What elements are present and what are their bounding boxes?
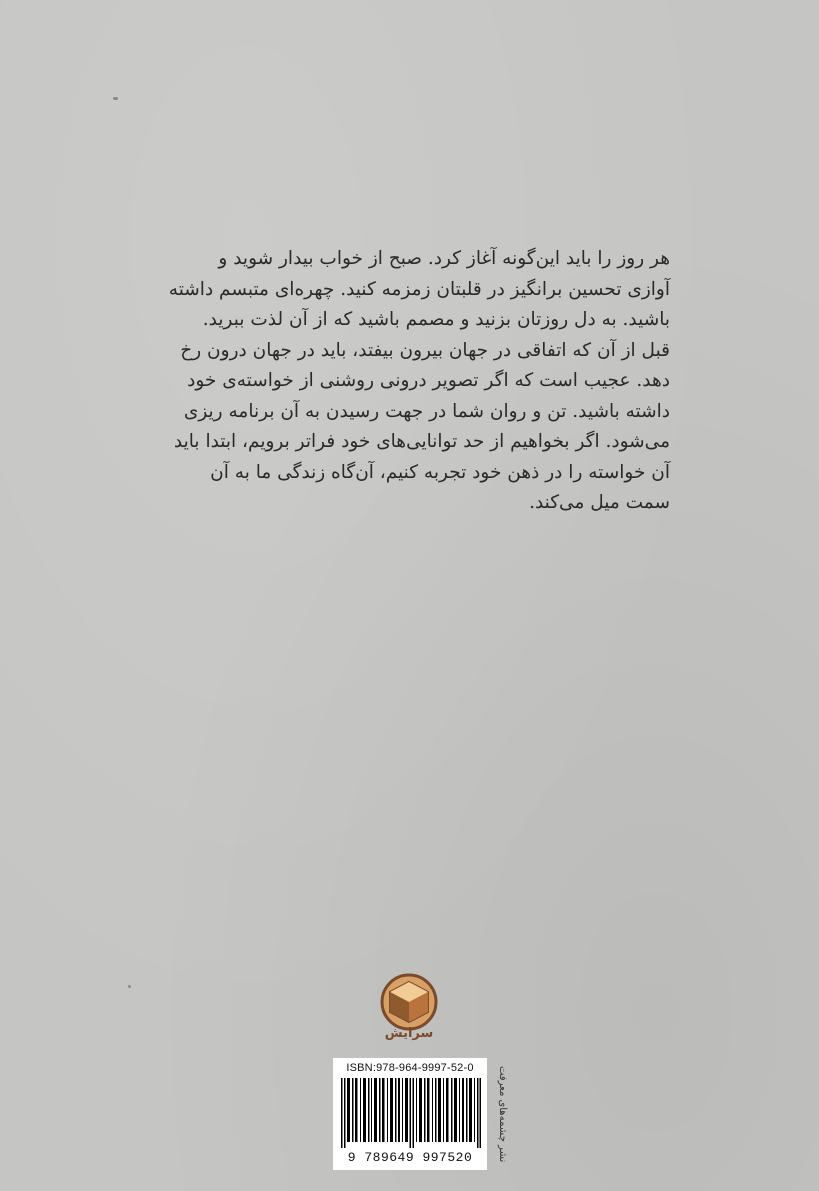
blurb-line: سمت میل می‌کند. xyxy=(529,492,670,513)
blurb-line: قبل از آن که اتفاقی در جهان بیرون بیفتد، باید در جهان درون رخ xyxy=(180,339,670,361)
cover-speck xyxy=(128,985,131,988)
side-publisher-note: نشر چشمه‌های معرفت xyxy=(497,1065,508,1162)
cover-speck xyxy=(113,97,118,100)
isbn-label: ISBN:978-964-9997-52-0 xyxy=(346,1062,474,1074)
blurb-line: باشید. به دل روزتان بزنید و مصمم باشید که از آن لذت ببرید. xyxy=(202,309,670,330)
isbn-barcode xyxy=(333,1058,487,1170)
blurb-line: آن خواسته را در ذهن خود تجربه کنیم، آن‌گاه زندگی ما به آن xyxy=(210,461,670,483)
blurb-line: داشته باشید. تن و روان شما در جهت رسیدن به آن برنامه ریزی xyxy=(183,400,670,422)
blurb-line: آوازی تحسین برانگیز در قلبتان زمزمه کنید. چهره‌ای متبسم داشته xyxy=(168,278,670,300)
blurb-line: هر روز را باید این‌گونه آغاز کرد. صبح از خواب بیدار شوید و xyxy=(218,248,670,269)
barcode-bars xyxy=(341,1078,481,1148)
blurb-line: می‌شود. اگر بخواهیم از حد توانایی‌های خود فراتر برویم، ابتدا باید xyxy=(173,431,670,452)
blurb-line: دهد. عجیب است که اگر تصویر درونی روشنی از خواسته‌ی خود xyxy=(187,370,670,391)
barcode-digits: 9 789649 997520 xyxy=(347,1150,473,1165)
back-cover-blurb xyxy=(148,244,670,519)
publisher-name: سرایش xyxy=(384,1026,434,1041)
